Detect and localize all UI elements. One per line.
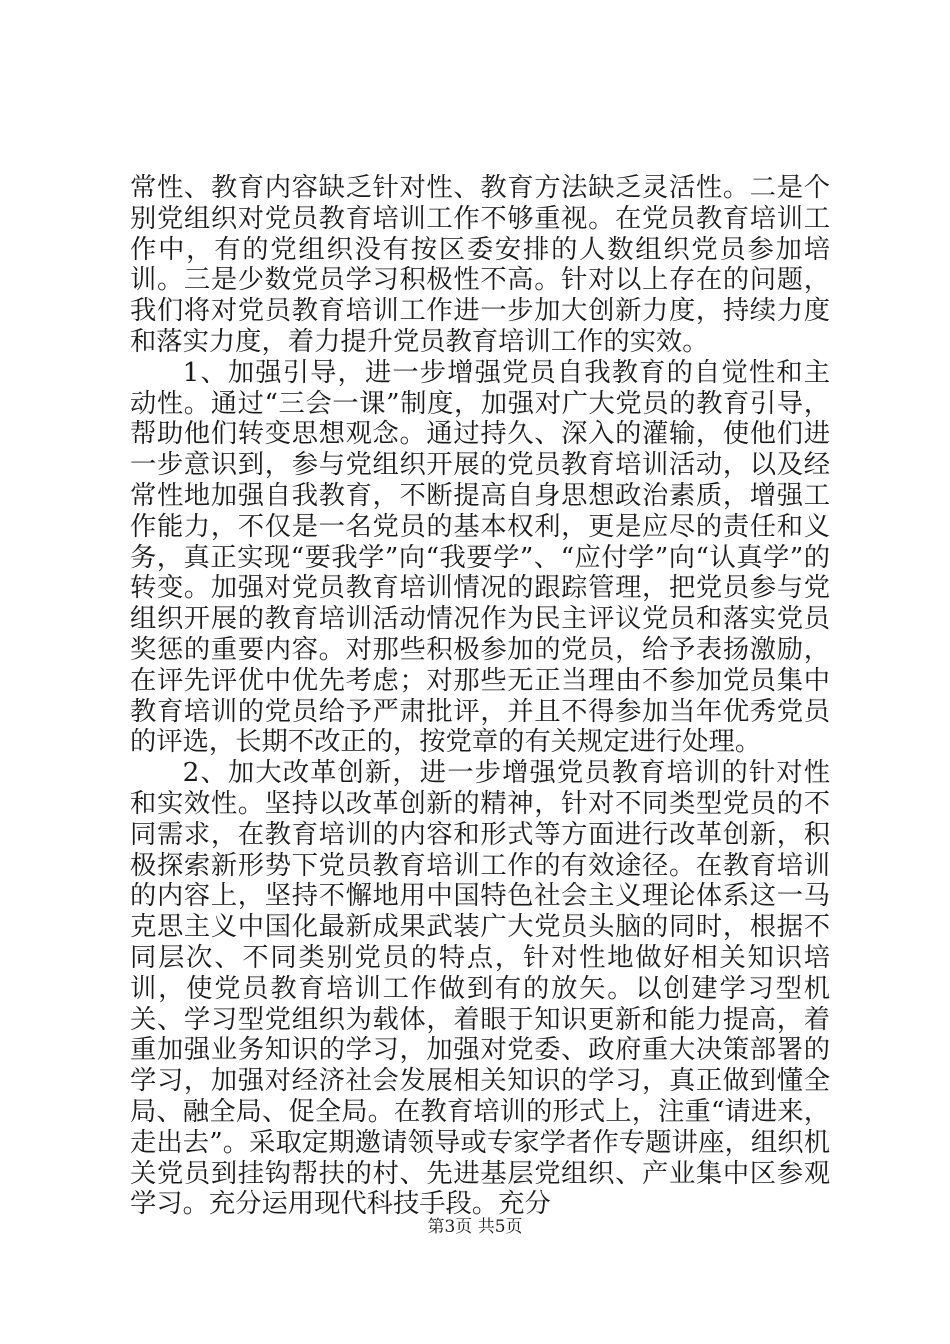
page-number-footer: 第3页 共5页 xyxy=(427,1217,523,1237)
paragraph-section-2: 2、加大改革创新，进一步增强党员教育培训的针对性和实效性。坚持以改革创新的精神，针对不同类型党员的不同需求，在教育培训的内容和形式等方面进行改革创新，积极探索新形势下党员教育培训工作的有效途径。在教育培训的内容上，坚持不懈地用中国特色社会主义理论体系这一马克思主义中国化最新成果武装广大党员头脑的同时，根据不同层次、不同类别党员的特点，针对性地做好相关知识培训，使党员教育培训工作做到有的放矢。以创建学习型机关、学习型党组织为载体，着眼于知识更新和能力提高，着重加强业务知识的学习，加强对党委、政府重大决策部署的学习，加强对经济社会发展相关知识的学习，真正做到懂全局、融全局、促全局。在教育培训的形式上，注重“请进来，走出去”。采取定期邀请领导或专家学者作专题讲座，组织机关党员到挂钩帮扶的村、先进基层党组织、产业集中区参观学习。充分运用现代科技手段。充分 xyxy=(130,758,830,1220)
document-body xyxy=(130,173,830,1220)
paragraph-section-1: 1、加强引导，进一步增强党员自我教育的自觉性和主动性。通过“三会一课”制度，加强对广大党员的教育引导，帮助他们转变思想观念。通过持久、深入的灌输，使他们进一步意识到，参与党组织开展的党员教育培训活动，以及经常性地加强自我教育，不断提高自身思想政治素质，增强工作能力，不仅是一名党员的基本权利，更是应尽的责任和义务，真正实现“要我学”向“我要学”、“应付学”向“认真学”的转变。加强对党员教育培训情况的跟踪管理，把党员参与党组织开展的教育培训活动情况作为民主评议党员和落实党员奖惩的重要内容。对那些积极参加的党员，给予表扬激励，在评先评优中优先考虑；对那些无正当理由不参加党员集中教育培训的党员给予严肃批评，并且不得参加当年优秀党员的评选，长期不改正的，按党章的有关规定进行处理。 xyxy=(130,357,830,758)
paragraph-continuation: 常性、教育内容缺乏针对性、教育方法缺乏灵活性。二是个别党组织对党员教育培训工作不够重视。在党员教育培训工作中，有的党组织没有按区委安排的人数组织党员参加培训。三是少数党员学习积极性不高。针对以上存在的问题，我们将对党员教育培训工作进一步加大创新力度，持续力度和落实力度，着力提升党员教育培训工作的实效。 xyxy=(130,173,830,357)
